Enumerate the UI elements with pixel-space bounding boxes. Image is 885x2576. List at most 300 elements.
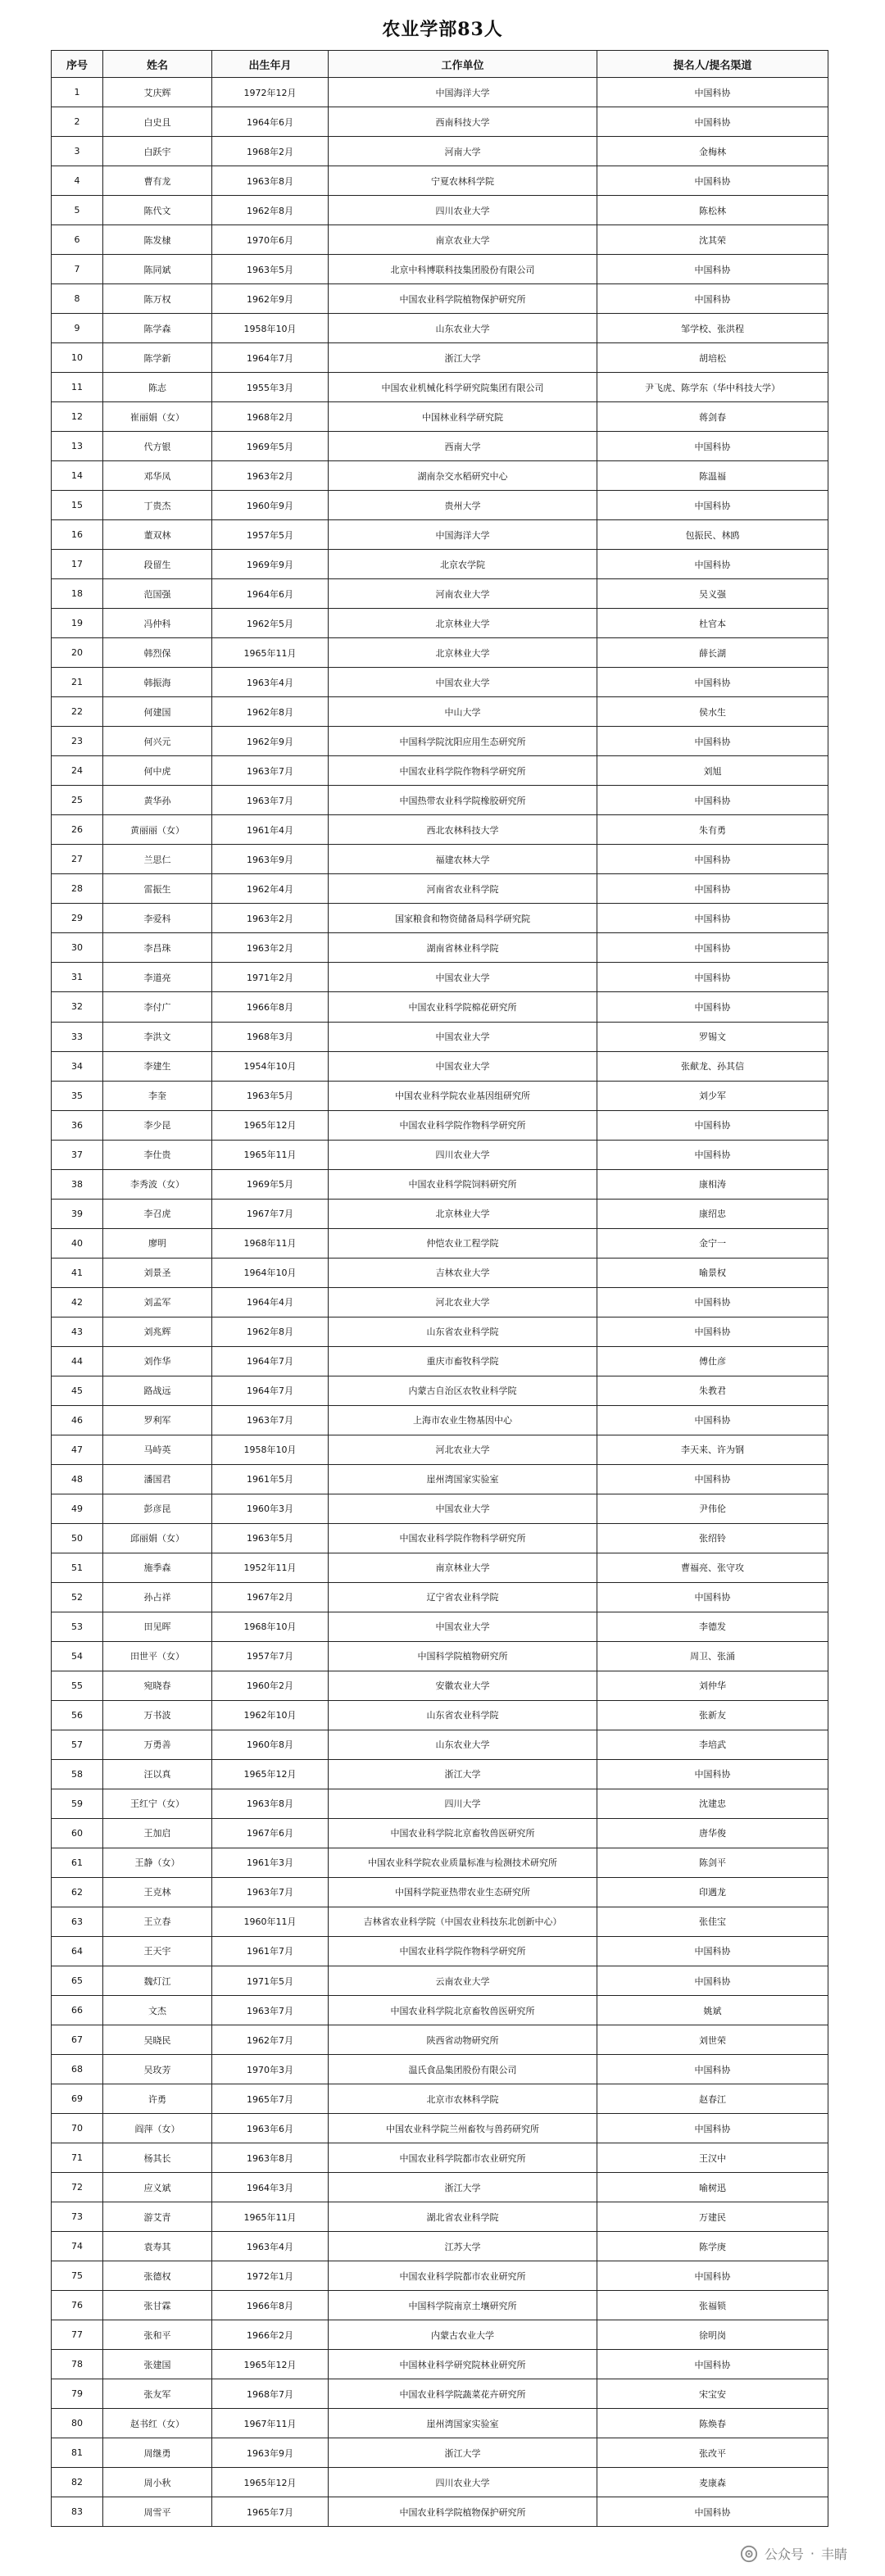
cell-name: 陈学新 <box>103 343 212 373</box>
watermark <box>740 2544 847 2563</box>
cell-employer: 宁夏农林科学院 <box>329 166 597 196</box>
cell-employer: 福建农林大学 <box>329 845 597 874</box>
cell-name: 陈万权 <box>103 284 212 314</box>
cell-index: 43 <box>52 1317 103 1346</box>
watermark-author: 丰睛 <box>820 2547 847 2562</box>
cell-birth: 1963年5月 <box>212 255 329 284</box>
cell-birth: 1968年7月 <box>212 2379 329 2409</box>
cell-index: 15 <box>52 491 103 520</box>
cell-index: 7 <box>52 255 103 284</box>
cell-index: 25 <box>52 786 103 815</box>
table-row <box>52 1346 828 1376</box>
cell-name: 潘国君 <box>103 1464 212 1494</box>
cell-birth: 1968年3月 <box>212 1022 329 1051</box>
cell-name: 汪以真 <box>103 1759 212 1789</box>
cell-index: 57 <box>52 1730 103 1759</box>
cell-index: 42 <box>52 1287 103 1317</box>
cell-nominator: 宋宝安 <box>597 2379 828 2409</box>
table-row <box>52 2379 828 2409</box>
cell-birth: 1960年8月 <box>212 1730 329 1759</box>
cell-birth: 1963年8月 <box>212 2143 329 2173</box>
cell-nominator: 喻景权 <box>597 1258 828 1287</box>
cell-index: 69 <box>52 2084 103 2114</box>
cell-birth: 1962年9月 <box>212 284 329 314</box>
cell-index: 3 <box>52 137 103 166</box>
table-row <box>52 255 828 284</box>
cell-employer: 山东省农业科学院 <box>329 1700 597 1730</box>
cell-nominator: 中国科协 <box>597 2350 828 2379</box>
cell-employer: 河南大学 <box>329 137 597 166</box>
cell-name: 段留生 <box>103 550 212 579</box>
cell-birth: 1962年4月 <box>212 874 329 904</box>
cell-name: 艾庆辉 <box>103 78 212 107</box>
cell-birth: 1965年12月 <box>212 1110 329 1140</box>
cell-employer: 南京林业大学 <box>329 1553 597 1582</box>
cell-index: 12 <box>52 402 103 432</box>
cell-employer: 中国农业大学 <box>329 1051 597 1081</box>
cell-birth: 1963年9月 <box>212 2438 329 2468</box>
cell-name: 马峙英 <box>103 1435 212 1464</box>
table-row <box>52 727 828 756</box>
cell-name: 何中虎 <box>103 756 212 786</box>
table-row <box>52 1582 828 1612</box>
table-row <box>52 225 828 255</box>
cell-name: 李秀波（女） <box>103 1169 212 1199</box>
cell-employer: 中国热带农业科学院橡胶研究所 <box>329 786 597 815</box>
cell-index: 35 <box>52 1081 103 1110</box>
cell-index: 8 <box>52 284 103 314</box>
cell-employer: 中国农业科学院作物科学研究所 <box>329 756 597 786</box>
cell-name: 韩振海 <box>103 668 212 697</box>
cell-birth: 1968年11月 <box>212 1228 329 1258</box>
cell-index: 13 <box>52 432 103 461</box>
cell-birth: 1972年12月 <box>212 78 329 107</box>
table-row <box>52 2143 828 2173</box>
cell-birth: 1963年7月 <box>212 756 329 786</box>
cell-name: 陈学森 <box>103 314 212 343</box>
cell-birth: 1964年6月 <box>212 579 329 609</box>
cell-birth: 1971年2月 <box>212 963 329 992</box>
cell-nominator: 朱有勇 <box>597 815 828 845</box>
cell-nominator: 中国科协 <box>597 874 828 904</box>
table-row <box>52 2468 828 2497</box>
cell-employer: 河北农业大学 <box>329 1435 597 1464</box>
cell-index: 14 <box>52 461 103 491</box>
cell-nominator: 薛长湖 <box>597 638 828 668</box>
table-row <box>52 196 828 225</box>
cell-birth: 1965年11月 <box>212 1140 329 1169</box>
cell-index: 71 <box>52 2143 103 2173</box>
table-row <box>52 2409 828 2438</box>
cell-employer: 中国农业大学 <box>329 1494 597 1523</box>
cell-nominator: 康绍忠 <box>597 1199 828 1228</box>
cell-index: 26 <box>52 815 103 845</box>
cell-name: 田见晖 <box>103 1612 212 1641</box>
cell-nominator: 中国科协 <box>597 78 828 107</box>
table-row <box>52 2438 828 2468</box>
table-row <box>52 373 828 402</box>
table-row <box>52 963 828 992</box>
cell-birth: 1963年7月 <box>212 786 329 815</box>
cell-name: 吴晓民 <box>103 2025 212 2055</box>
table-row <box>52 786 828 815</box>
table-row <box>52 137 828 166</box>
cell-name: 万书波 <box>103 1700 212 1730</box>
cell-birth: 1958年10月 <box>212 314 329 343</box>
cell-name: 刘孟军 <box>103 1287 212 1317</box>
cell-employer: 四川农业大学 <box>329 196 597 225</box>
cell-name: 王加启 <box>103 1818 212 1848</box>
cell-nominator: 中国科协 <box>597 2055 828 2084</box>
cell-birth: 1962年10月 <box>212 1700 329 1730</box>
cell-index: 58 <box>52 1759 103 1789</box>
cell-name: 白跃宇 <box>103 137 212 166</box>
cell-name: 陈发棣 <box>103 225 212 255</box>
cell-birth: 1952年11月 <box>212 1553 329 1582</box>
cell-birth: 1968年10月 <box>212 1612 329 1641</box>
cell-birth: 1963年8月 <box>212 1789 329 1818</box>
cell-nominator: 中国科协 <box>597 1317 828 1346</box>
cell-nominator: 张改平 <box>597 2438 828 2468</box>
cell-name: 刘作华 <box>103 1346 212 1376</box>
cell-nominator: 王汉中 <box>597 2143 828 2173</box>
cell-employer: 云南农业大学 <box>329 1966 597 1996</box>
cell-name: 孙占祥 <box>103 1582 212 1612</box>
cell-name: 刘兆辉 <box>103 1317 212 1346</box>
cell-employer: 辽宁省农业科学院 <box>329 1582 597 1612</box>
cell-index: 9 <box>52 314 103 343</box>
cell-index: 75 <box>52 2261 103 2291</box>
cell-nominator: 中国科协 <box>597 550 828 579</box>
cell-nominator: 刘少军 <box>597 1081 828 1110</box>
cell-birth: 1967年7月 <box>212 1199 329 1228</box>
cell-birth: 1964年7月 <box>212 343 329 373</box>
table-row <box>52 2084 828 2114</box>
cell-nominator: 陈温福 <box>597 461 828 491</box>
cell-index: 67 <box>52 2025 103 2055</box>
table-row <box>52 1671 828 1700</box>
cell-employer: 中国农业科学院兰州畜牧与兽药研究所 <box>329 2114 597 2143</box>
header-index: 序号 <box>52 51 103 78</box>
cell-nominator: 中国科协 <box>597 284 828 314</box>
cell-birth: 1957年5月 <box>212 520 329 550</box>
cell-employer: 浙江大学 <box>329 1759 597 1789</box>
cell-name: 冯仲科 <box>103 609 212 638</box>
cell-name: 黄丽丽（女） <box>103 815 212 845</box>
cell-name: 崔丽娟（女） <box>103 402 212 432</box>
table-row <box>52 2173 828 2202</box>
table-row <box>52 2114 828 2143</box>
cell-employer: 吉林农业大学 <box>329 1258 597 1287</box>
cell-index: 47 <box>52 1435 103 1464</box>
cell-nominator: 张佳宝 <box>597 1907 828 1936</box>
cell-index: 36 <box>52 1110 103 1140</box>
cell-nominator: 中国科协 <box>597 432 828 461</box>
cell-employer: 内蒙古农业大学 <box>329 2320 597 2350</box>
cell-nominator: 杜官本 <box>597 609 828 638</box>
table-row <box>52 609 828 638</box>
cell-birth: 1966年2月 <box>212 2320 329 2350</box>
cell-nominator: 中国科协 <box>597 107 828 137</box>
cell-name: 曹有龙 <box>103 166 212 196</box>
table-row <box>52 166 828 196</box>
cell-birth: 1961年3月 <box>212 1848 329 1877</box>
cell-index: 6 <box>52 225 103 255</box>
cell-birth: 1969年9月 <box>212 550 329 579</box>
cell-birth: 1970年3月 <box>212 2055 329 2084</box>
table-row <box>52 343 828 373</box>
cell-name: 王天宇 <box>103 1936 212 1966</box>
table-row <box>52 1405 828 1435</box>
cell-index: 59 <box>52 1789 103 1818</box>
table-row <box>52 1317 828 1346</box>
cell-index: 23 <box>52 727 103 756</box>
cell-index: 65 <box>52 1966 103 1996</box>
cell-name: 王红宁（女） <box>103 1789 212 1818</box>
cell-nominator: 李德发 <box>597 1612 828 1641</box>
cell-name: 李昌珠 <box>103 933 212 963</box>
cell-index: 78 <box>52 2350 103 2379</box>
cell-name: 陈代文 <box>103 196 212 225</box>
cell-name: 田世平（女） <box>103 1641 212 1671</box>
cell-employer: 山东省农业科学院 <box>329 1317 597 1346</box>
cell-index: 44 <box>52 1346 103 1376</box>
cell-index: 50 <box>52 1523 103 1553</box>
cell-birth: 1963年2月 <box>212 933 329 963</box>
cell-name: 韩烈保 <box>103 638 212 668</box>
cell-birth: 1963年7月 <box>212 1877 329 1907</box>
cell-birth: 1967年11月 <box>212 2409 329 2438</box>
cell-index: 52 <box>52 1582 103 1612</box>
cell-employer: 中国海洋大学 <box>329 78 597 107</box>
cell-employer: 山东农业大学 <box>329 1730 597 1759</box>
table-header-row <box>52 51 828 78</box>
cell-nominator: 胡培松 <box>597 343 828 373</box>
cell-nominator: 陈学庚 <box>597 2232 828 2261</box>
cell-nominator: 中国科协 <box>597 727 828 756</box>
cell-birth: 1971年5月 <box>212 1966 329 1996</box>
cell-name: 张友军 <box>103 2379 212 2409</box>
cell-birth: 1963年7月 <box>212 1996 329 2025</box>
cell-index: 62 <box>52 1877 103 1907</box>
table-row <box>52 1435 828 1464</box>
cell-birth: 1955年3月 <box>212 373 329 402</box>
cell-name: 兰思仁 <box>103 845 212 874</box>
cell-name: 何建国 <box>103 697 212 727</box>
cell-nominator: 中国科协 <box>597 1759 828 1789</box>
cell-nominator: 中国科协 <box>597 1936 828 1966</box>
cell-birth: 1968年2月 <box>212 402 329 432</box>
cell-name: 杨其长 <box>103 2143 212 2173</box>
table-row <box>52 1051 828 1081</box>
candidate-table <box>51 50 828 2527</box>
cell-name: 何兴元 <box>103 727 212 756</box>
cell-nominator: 中国科协 <box>597 904 828 933</box>
cell-name: 彭彦昆 <box>103 1494 212 1523</box>
cell-birth: 1957年7月 <box>212 1641 329 1671</box>
table-row <box>52 284 828 314</box>
cell-nominator: 张新友 <box>597 1700 828 1730</box>
cell-index: 68 <box>52 2055 103 2084</box>
cell-birth: 1962年8月 <box>212 1317 329 1346</box>
cell-nominator: 罗锡文 <box>597 1022 828 1051</box>
table-row <box>52 2232 828 2261</box>
cell-name: 李道亮 <box>103 963 212 992</box>
cell-birth: 1965年11月 <box>212 638 329 668</box>
table-row <box>52 2320 828 2350</box>
table-row <box>52 1730 828 1759</box>
cell-nominator: 中国科协 <box>597 1110 828 1140</box>
table-row <box>52 845 828 874</box>
cell-index: 16 <box>52 520 103 550</box>
cell-nominator: 唐华俊 <box>597 1818 828 1848</box>
cell-name: 李少昆 <box>103 1110 212 1140</box>
table-row <box>52 2261 828 2291</box>
cell-name: 黄华孙 <box>103 786 212 815</box>
cell-name: 李召虎 <box>103 1199 212 1228</box>
table-row <box>52 2202 828 2232</box>
cell-birth: 1967年6月 <box>212 1818 329 1848</box>
table-row <box>52 2055 828 2084</box>
cell-name: 罗利军 <box>103 1405 212 1435</box>
cell-name: 李付广 <box>103 992 212 1022</box>
table-row <box>52 579 828 609</box>
cell-index: 17 <box>52 550 103 579</box>
cell-birth: 1966年8月 <box>212 2291 329 2320</box>
cell-index: 72 <box>52 2173 103 2202</box>
cell-employer: 崖州湾国家实验室 <box>329 1464 597 1494</box>
cell-name: 范国强 <box>103 579 212 609</box>
cell-birth: 1965年7月 <box>212 2497 329 2527</box>
table-row <box>52 815 828 845</box>
cell-employer: 中国农业科学院作物科学研究所 <box>329 1936 597 1966</box>
cell-birth: 1963年7月 <box>212 1405 329 1435</box>
cell-birth: 1965年12月 <box>212 2468 329 2497</box>
cell-birth: 1963年2月 <box>212 461 329 491</box>
table-row <box>52 1258 828 1287</box>
cell-index: 83 <box>52 2497 103 2527</box>
cell-nominator: 赵春江 <box>597 2084 828 2114</box>
cell-name: 周小秋 <box>103 2468 212 2497</box>
cell-index: 48 <box>52 1464 103 1494</box>
cell-birth: 1963年9月 <box>212 845 329 874</box>
cell-employer: 南京农业大学 <box>329 225 597 255</box>
table-row <box>52 904 828 933</box>
cell-nominator: 喻树迅 <box>597 2173 828 2202</box>
cell-index: 34 <box>52 1051 103 1081</box>
cell-birth: 1961年7月 <box>212 1936 329 1966</box>
cell-index: 4 <box>52 166 103 196</box>
cell-employer: 中国海洋大学 <box>329 520 597 550</box>
cell-nominator: 周卫、张涌 <box>597 1641 828 1671</box>
cell-index: 61 <box>52 1848 103 1877</box>
table-row <box>52 1169 828 1199</box>
table-row <box>52 107 828 137</box>
table-row <box>52 933 828 963</box>
table-row <box>52 668 828 697</box>
cell-employer: 北京农学院 <box>329 550 597 579</box>
table-row <box>52 1818 828 1848</box>
cell-nominator: 沈建忠 <box>597 1789 828 1818</box>
cell-name: 代方银 <box>103 432 212 461</box>
cell-name: 周继勇 <box>103 2438 212 2468</box>
table-row <box>52 1907 828 1936</box>
cell-nominator: 张绍铃 <box>597 1523 828 1553</box>
cell-nominator: 包振民、林鸥 <box>597 520 828 550</box>
cell-employer: 中国科学院南京土壤研究所 <box>329 2291 597 2320</box>
cell-index: 5 <box>52 196 103 225</box>
cell-name: 董双林 <box>103 520 212 550</box>
table-body <box>52 78 828 2527</box>
table-row <box>52 314 828 343</box>
cell-nominator: 吴义强 <box>597 579 828 609</box>
cell-name: 万勇善 <box>103 1730 212 1759</box>
cell-employer: 北京林业大学 <box>329 609 597 638</box>
cell-index: 76 <box>52 2291 103 2320</box>
page-title: 农业学部83人 <box>382 19 503 40</box>
table-row <box>52 432 828 461</box>
cell-nominator: 金宁一 <box>597 1228 828 1258</box>
cell-birth: 1967年2月 <box>212 1582 329 1612</box>
cell-employer: 浙江大学 <box>329 2173 597 2202</box>
cell-employer: 河北农业大学 <box>329 1287 597 1317</box>
cell-index: 39 <box>52 1199 103 1228</box>
cell-employer: 中国农业科学院北京畜牧兽医研究所 <box>329 1818 597 1848</box>
cell-nominator: 尹飞虎、陈学东（华中科技大学） <box>597 373 828 402</box>
cell-nominator: 麦康森 <box>597 2468 828 2497</box>
table-row <box>52 1848 828 1877</box>
cell-birth: 1964年3月 <box>212 2173 329 2202</box>
cell-name: 赵书红（女） <box>103 2409 212 2438</box>
cell-index: 10 <box>52 343 103 373</box>
cell-index: 81 <box>52 2438 103 2468</box>
cell-employer: 江苏大学 <box>329 2232 597 2261</box>
cell-name: 宛晓春 <box>103 1671 212 1700</box>
cell-employer: 中国农业大学 <box>329 963 597 992</box>
cell-index: 41 <box>52 1258 103 1287</box>
table-row <box>52 1228 828 1258</box>
cell-index: 27 <box>52 845 103 874</box>
cell-name: 白史且 <box>103 107 212 137</box>
cell-employer: 浙江大学 <box>329 2438 597 2468</box>
cell-nominator: 陈剑平 <box>597 1848 828 1877</box>
cell-index: 28 <box>52 874 103 904</box>
cell-nominator: 中国科协 <box>597 1464 828 1494</box>
cell-nominator: 中国科协 <box>597 1405 828 1435</box>
cell-employer: 湖北省农业科学院 <box>329 2202 597 2232</box>
cell-nominator: 刘世荣 <box>597 2025 828 2055</box>
cell-name: 李洪文 <box>103 1022 212 1051</box>
cell-index: 40 <box>52 1228 103 1258</box>
cell-nominator: 中国科协 <box>597 963 828 992</box>
cell-index: 55 <box>52 1671 103 1700</box>
cell-name: 吴玫芳 <box>103 2055 212 2084</box>
table-row <box>52 1996 828 2025</box>
cell-birth: 1962年8月 <box>212 196 329 225</box>
cell-birth: 1969年5月 <box>212 1169 329 1199</box>
cell-nominator: 李天来、许为钢 <box>597 1435 828 1464</box>
cell-employer: 中国科学院亚热带农业生态研究所 <box>329 1877 597 1907</box>
cell-name: 周雪平 <box>103 2497 212 2527</box>
cell-employer: 中国农业大学 <box>329 1022 597 1051</box>
cell-index: 80 <box>52 2409 103 2438</box>
cell-employer: 四川农业大学 <box>329 2468 597 2497</box>
cell-nominator: 中国科协 <box>597 491 828 520</box>
table-row <box>52 1759 828 1789</box>
table-row <box>52 78 828 107</box>
table-row <box>52 874 828 904</box>
cell-index: 18 <box>52 579 103 609</box>
